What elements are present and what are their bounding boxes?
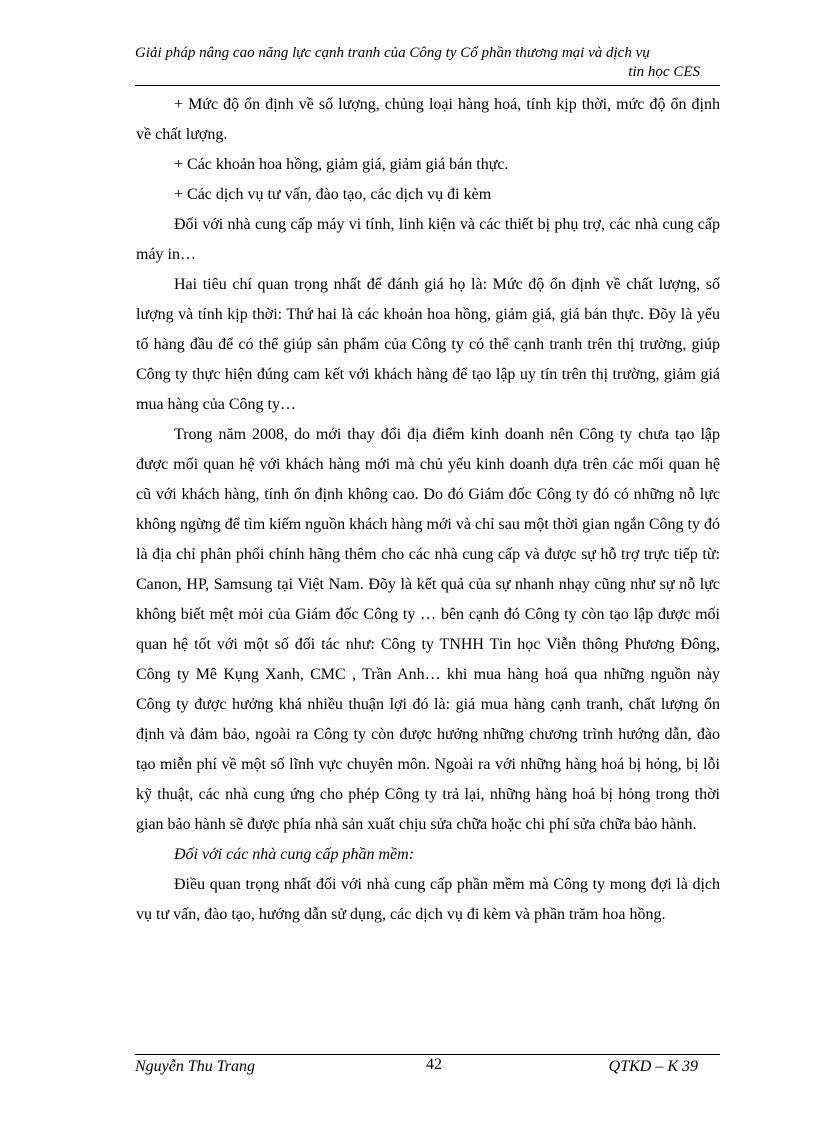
paragraph-software-expectations: Điều quan trọng nhất đối với nhà cung cấp phần mềm mà Công ty mong đợi là dịch vụ tư vấn, đào tạo, hướng dẫn sử dụng, các dịch vụ đi kèm và phần trăm hoa hồng.	[136, 876, 720, 923]
footer-class-code: QTKD – K 39	[608, 1058, 698, 1075]
header-title-line2: tin học CES	[628, 64, 700, 80]
page-number: 42	[426, 1056, 442, 1073]
paragraph-criteria: Hai tiêu chí quan trọng nhất để đánh giá họ là: Mức độ ổn định về chất lượng, số lượng và tính kịp thời: Thứ hai là các khoản hoa hồng, giảm giá, giá bán thực. Đõy là yếu tố hàng đầu để có thể giúp sản phẩm của Công ty có thể cạnh tranh trên thị trường, giúp Công ty thực hiện đúng cam kết với khách hàng để tạo lập uy tín trên thị trường, giảm giá mua hàng của Công ty…	[136, 276, 720, 413]
paragraph-hardware-suppliers: Đối với nhà cung cấp máy vi tính, linh kiện và các thiết bị phụ trợ, các nhà cung cấp máy in…	[136, 216, 720, 263]
paragraph-bullet-services: + Các dịch vụ tư vấn, đào tạo, các dịch vụ đi kèm	[174, 186, 492, 203]
paragraph-bullet-commission: + Các khoản hoa hồng, giảm giá, giảm giá bán thực.	[174, 156, 509, 173]
paragraph-bullet-stability: + Mức độ ổn định về số lượng, chủng loại hàng hoá, tính kịp thời, mức độ ổn định về chất lượng.	[136, 96, 720, 143]
page-header	[135, 44, 700, 82]
footer-author: Nguyễn Thu Trang	[135, 1058, 256, 1075]
header-title-line1: Giải pháp nâng cao năng lực cạnh tranh của Công ty Cổ phần thương mại và dịch vụ	[135, 45, 650, 61]
header-divider	[135, 85, 720, 86]
footer-divider	[135, 1054, 720, 1055]
document-body	[136, 90, 720, 930]
subheading-software-suppliers: Đối với các nhà cung cấp phần mềm:	[174, 846, 415, 863]
paragraph-2008: Trong năm 2008, do mới thay đổi địa điểm kinh doanh nên Công ty chưa tạo lập được mối quan hệ với khách hàng mới mà chủ yếu kinh doanh dựa trên các mối quan hệ cũ với khách hàng, tính ổn định không cao. Do đó Giám đốc Công ty đó có những nỗ lực không ngừng để tìm kiếm nguồn khách hàng mới và chỉ sau một thời gian ngắn Công ty đó là địa chỉ phân phối chính hãng thêm cho các nhà cung cấp và được sự hỗ trợ trực tiếp từ: Canon, HP, Samsung tại Việt Nam. Đõy là kết quả của sự nhanh nhạy cũng như sự nỗ lực không biết mệt mỏi của Giám đốc Công ty … bên cạnh đó Công ty còn tạo lập được mối quan hệ tốt với một số đối tác như: Công ty TNHH Tin học Viễn thông Phương Đông, Công ty Mê Kụng Xanh, CMC , Trần Anh… khi mua hàng hoá qua những nguồn này Công ty được hưởng khá nhiều thuận lợi đó là: giá mua hàng cạnh tranh, chất lượng ổn định và đảm bảo, ngoài ra Công ty còn được hưởng những chương trình hướng dẫn, đào tạo miễn phí về một số lĩnh vực chuyên môn. Ngoài ra với những hàng hoá bị hỏng, bị lỗi kỹ thuật, các nhà cung ứng cho phép Công ty trả lại, những hàng hoá bị hỏng trong thời gian bảo hành sẽ được phía nhà sản xuất chịu sửa chữa hoặc chi phí sửa chữa bảo hành.	[136, 426, 720, 833]
